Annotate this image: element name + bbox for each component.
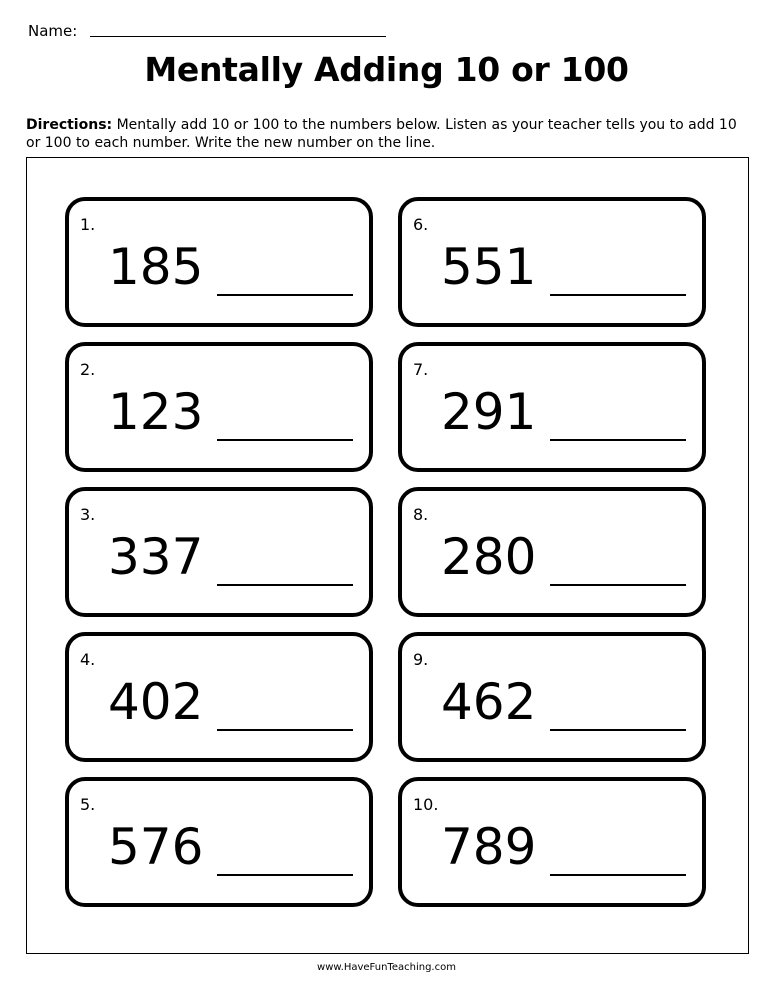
footer-website: www.HaveFunTeaching.com bbox=[317, 962, 456, 973]
problem-value: 337 bbox=[108, 528, 204, 586]
problem-number: 2. bbox=[80, 360, 96, 379]
problem-value: 462 bbox=[441, 673, 537, 731]
problem-value: 185 bbox=[108, 238, 204, 296]
name-row bbox=[28, 20, 428, 44]
problem-value: 280 bbox=[441, 528, 537, 586]
problem-value: 123 bbox=[108, 383, 204, 441]
answer-line[interactable] bbox=[550, 439, 686, 441]
problem-number: 5. bbox=[80, 795, 96, 814]
problem-card-7 bbox=[398, 342, 706, 472]
problem-number: 9. bbox=[413, 650, 429, 669]
problem-value: 402 bbox=[108, 673, 204, 731]
problem-number: 1. bbox=[80, 215, 96, 234]
problem-number: 8. bbox=[413, 505, 429, 524]
answer-line[interactable] bbox=[550, 729, 686, 731]
problems-frame bbox=[26, 157, 749, 954]
problem-value: 789 bbox=[441, 818, 537, 876]
answer-line[interactable] bbox=[217, 439, 353, 441]
answer-line[interactable] bbox=[217, 584, 353, 586]
problem-number: 4. bbox=[80, 650, 96, 669]
problem-card-2 bbox=[65, 342, 373, 472]
problem-value: 576 bbox=[108, 818, 204, 876]
problem-card-10 bbox=[398, 777, 706, 907]
problem-card-1 bbox=[65, 197, 373, 327]
problem-card-5 bbox=[65, 777, 373, 907]
name-label: Name: bbox=[28, 22, 78, 40]
directions-text: Mentally add 10 or 100 to the numbers below. Listen as your teacher tells you to add 10 or 100 to each number. Write the new number on the line. bbox=[26, 117, 737, 151]
answer-line[interactable] bbox=[217, 294, 353, 296]
problem-number: 7. bbox=[413, 360, 429, 379]
answer-line[interactable] bbox=[217, 874, 353, 876]
problem-card-3 bbox=[65, 487, 373, 617]
problem-card-6 bbox=[398, 197, 706, 327]
problem-value: 551 bbox=[441, 238, 537, 296]
answer-line[interactable] bbox=[550, 874, 686, 876]
answer-line[interactable] bbox=[550, 584, 686, 586]
problem-card-4 bbox=[65, 632, 373, 762]
problem-value: 291 bbox=[441, 383, 537, 441]
directions-label: Directions: bbox=[26, 117, 113, 133]
problem-number: 3. bbox=[80, 505, 96, 524]
answer-line[interactable] bbox=[550, 294, 686, 296]
problem-card-9 bbox=[398, 632, 706, 762]
problem-card-8 bbox=[398, 487, 706, 617]
answer-line[interactable] bbox=[217, 729, 353, 731]
directions bbox=[26, 116, 746, 152]
name-line[interactable] bbox=[90, 36, 386, 37]
page-title: Mentally Adding 10 or 100 bbox=[144, 50, 629, 89]
problem-number: 6. bbox=[413, 215, 429, 234]
problem-number: 10. bbox=[413, 795, 439, 814]
